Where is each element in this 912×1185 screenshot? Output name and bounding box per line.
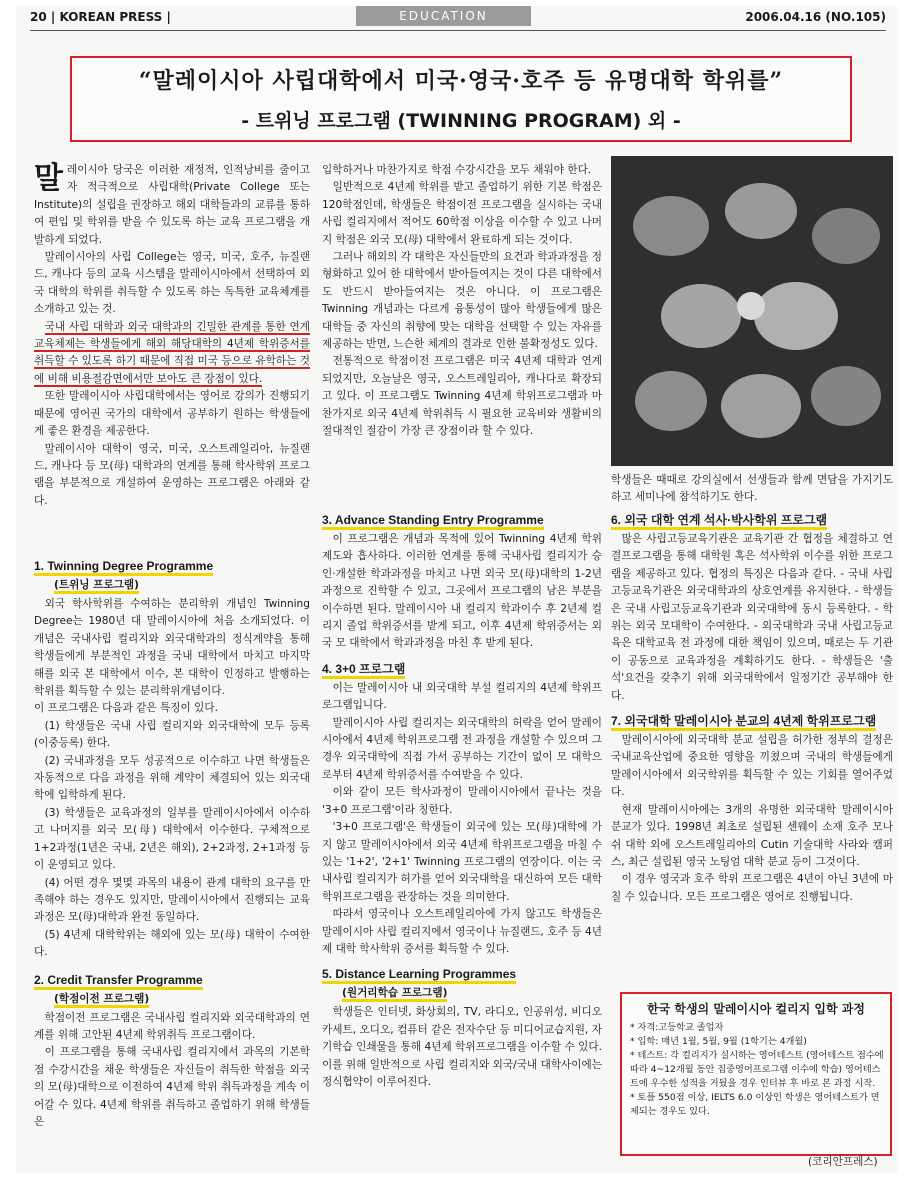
newspaper-page: [16, 6, 898, 1174]
section-5-title: 5. Distance Learning Programmes: [322, 966, 602, 982]
section-4-title: 4. 3+0 프로그램: [322, 661, 602, 677]
section-1-subtitle: (트위닝 프로그램): [54, 577, 310, 593]
page-number: 20 | KOREAN PRESS |: [30, 10, 171, 24]
section-2-paragraph-2: 이 프로그램을 통해 국내사립 컬리지에서 과목의 기본학점 수강시간을 채운 학생들은 자신들이 취득한 학점을 외국의 모(母)대학으로 이전하여 4년제 학위 취득과정을 계속 이어갈 수 있다. 4년제 학위를 취득하고 졸업하기 위해 학생들은: [34, 1046, 310, 1128]
section-1-item-2: (2) 국내과정을 모두 성공적으로 이수하고 나면 학생들은 자동적으로 다음 과정을 위해 계약이 체결되어 있는 외국대학에 입학하게 된다.: [34, 754, 310, 802]
section-2-paragraph-1: 학점이전 프로그램은 국내사립 컬리지와 외국대학과의 연계를 위해 고안된 4년제 학위취득 프로그램이다.: [34, 1011, 310, 1041]
section-4-paragraph-1: 이는 말레이시아 내 외국대학 부설 컬리지의 4년제 학위프로그램입니다.: [322, 681, 602, 712]
issue-date: 2006.04.16 (NO.105): [745, 10, 886, 24]
column-1-sections: [34, 558, 310, 1131]
header-rule: [30, 30, 886, 31]
admission-info-box: [620, 992, 892, 1156]
section-6-paragraph: 많은 사립고등교육기관은 교육기관 간 협정을 체결하고 연결프로그램을 통해 대학원 혹은 석사학위 이수를 위한 프로그램을 제공하고 있다. 협정의 특징은 다음과 같다. - 국내 사립고등교육기관은 외국대학과의 상호연계를 유지한다. - 학생들은 국내 사립고등교육기관과 외국대학에 동시 등록한다. - 학위는 외국 모대학이 수여한다. - 외국대학과 국내 사립고등교육은 대학교육 전 과정에 대한 책임이 있으며, 때로는 두 기관이 공동으로 교육과정을 계획하기도 한다. - 학생들은 '출석'요건을 갖추기 위해 외국대학에서 일정기간 공부해야 한다.: [611, 533, 893, 702]
students-photo: [611, 156, 893, 466]
intro-paragraph-5: 말레이시아 대학이 영국, 미국, 오스트레일리아, 뉴질랜드, 캐나다 등 모(母) 대학과의 연계를 통해 학사학위 프로그램을 부분적으로 개설하여 운영하는 프로그램은 아래와 같다.: [34, 442, 310, 507]
subheadline: - 트위닝 프로그램 (TWINNING PROGRAM) 외 -: [241, 110, 681, 132]
admission-box-title: 한국 학생의 말레이시아 컬리지 입학 과정: [647, 1002, 865, 1016]
section-7-paragraph-1: 말레이시아에 외국대학 분교 설립을 허가한 정부의 결정은 국내교육산업에 중요한 영향을 끼쳤으며 국내의 학생들에게 말레이시아에서 외국학위를 획득할 수 있는 기회를 열어주었다.: [611, 734, 893, 799]
press-credit: (코리안프레스): [808, 1156, 878, 1168]
col2-paragraph-4: 전통적으로 학점이전 프로그램은 미국 4년제 대학과 연계되었지만, 오늘날은 영국, 오스트레일리아, 캐나다로 확장되고 있다. 이 프로그램도 Twinning 4년제 학위프로그램과 마찬가지로 외국 4년제 학위취득 시 필요한 교육비와 생활비의 절대적인 절감이 가장 큰 장점이라 할 수 있다.: [322, 355, 602, 438]
section-3-title: 3. Advance Standing Entry Programme: [322, 512, 602, 528]
column-2: [322, 162, 602, 441]
intro-paragraph-3: 국내 사립 대학과 외국 대학과의 긴밀한 관계를 통한 연계 교육체제는 학생들에게 해외 해당대학의 4년제 학위증서를 취득할 수 있도록 하기 때문에 직접 미국 등으로 유학하는 것에 비해 비용절감면에서만 보아도 큰 장점이 있다.: [34, 320, 310, 385]
section-4-paragraph-2: 말레이시아 사립 컬리지는 외국대학의 허락을 얻어 말레이시아에서 4년제 학위프로그램 전 과정을 개설할 수 있으며 그 경우 외국대학에 직접 가서 공부하는 기간이 없이 모 대학으로부터 4년제 학위증서를 수여받을 수 있다.: [322, 716, 602, 781]
section-3-paragraph: 이 프로그램은 개념과 목적에 있어 Twinning 4년제 학위제도와 흡사하다. 이러한 연계를 통해 국내사립 컬리지가 승인·개설한 학과과정을 마치고 나면 외국 모(母)대학의 1-2년 과정으로 진학할 수 있고, 그곳에서 프로그램의 남은 부분을 이수하면 된다. 말레이시아 내 컬리지 학과이수 후 2년제 컬리지 졸업 학위증서를 받게 되고, 이후 4년제 학위증서는 외국 모 대학에서 학과과정을 마친 후 받게 된다.: [322, 533, 602, 650]
section-6-title: 6. 외국 대학 연계 석사·박사학위 프로그램: [611, 512, 893, 528]
column-3: [611, 512, 893, 906]
section-5-subtitle: (원거리학습 프로그램): [342, 985, 602, 1001]
section-4-paragraph-3: 이와 같이 모든 학사과정이 말레이시아에서 끝나는 것을 '3+0 프로그램'이라 칭한다.: [322, 786, 602, 816]
admission-item-intake: * 입학: 매년 1월, 5월, 9월 (1학기는 4개월): [630, 1036, 807, 1047]
drop-cap: 말: [34, 161, 63, 196]
intro-paragraph-2: 말레이시아의 사립 College는 영국, 미국, 호주, 뉴질랜드, 캐나다 등의 교육 시스템을 말레이시아에서 선택하여 외국 대학의 학위를 취득할 수 있도록 하는 독특한 교육체계를 소개하고 있는 것.: [34, 251, 310, 316]
intro-paragraph-4: 또한 말레이시아 사립대학에서는 영어로 강의가 진행되기 때문에 영어권 국가의 대학에서 공부하기 원하는 학생들에게 좋은 환경을 제공한다.: [34, 390, 310, 438]
section-2-subtitle: (학점이전 프로그램): [54, 991, 310, 1007]
section-4-paragraph-5: 따라서 영국이나 오스트레일리아에 가지 않고도 학생들은 말레이시아 사립 컬리지에서 영국이나 뉴질랜드, 호주 등 4년제 대학 학사학위 증서를 획득할 수 있다.: [322, 908, 602, 955]
admission-item-toefl: * 토플 550점 이상, IELTS 6.0 이상인 학생은 영어테스트가 면제되는 경우도 있다.: [630, 1092, 880, 1117]
admission-item-qualification: * 자격:고등학교 졸업자: [630, 1022, 724, 1033]
section-4-paragraph-4: '3+0 프로그램'은 학생들이 외국에 있는 모(母)대학에 가지 않고 말레이시아에서 외국 4년제 학위프로그램을 마칠 수 있는 '1+2', '2+1' Twinning 프로그램의 연장이다. 이는 국내사립 컬리지가 허가를 얻어 외국대학을 대신하여 모든 대학 학위프로그램을 관장하는 것을 의미한다.: [322, 821, 602, 903]
admission-list: [622, 1021, 890, 1119]
section-2-title: 2. Credit Transfer Programme: [34, 972, 310, 988]
section-1-features: 이 프로그램은 다음과 같은 특징이 있다.: [34, 702, 218, 715]
section-label: EDUCATION: [356, 6, 531, 26]
section-1-item-1: (1) 학생들은 국내 사립 컬리지와 외국대학에 모두 등록(이중등록) 한다.: [34, 719, 310, 750]
students-photo-image: [611, 156, 893, 466]
col2-paragraph-1: 입학하거나 마찬가지로 학점 수강시간을 모두 채워야 한다.: [322, 164, 592, 176]
col2-paragraph-3: 그러나 해외의 각 대학은 자신들만의 요건과 학과과정을 정형화하고 있어 한 대학에서 받아들여지는 것이 다른 대학에서도 반드시 받아들여지는 것은 아니다. 이 프로그램은 Twinning 개념과는 다르게 융통성이 많아 학생들에게 많은 대학들 중 자신의 취향에 맞는 대학을 선택할 수 있는 자유를 제공하는 반면, 느슨한 체계의 결과로 인한 불확정성도 있다.: [322, 251, 602, 351]
section-7-paragraph-3: 이 경우 영국과 호주 학위 프로그램은 4년이 아닌 3년에 마칠 수 있습니다. 모든 프로그램은 영어로 진행됩니다.: [611, 873, 893, 903]
section-7-title: 7. 외국대학 말레이시아 분교의 4년제 학위프로그램: [611, 713, 893, 729]
photo-caption: 학생들은 때때로 강의실에서 선생들과 함께 면담을 가지기도 하고 세미나에 참석하기도 한다.: [611, 474, 893, 504]
section-1-item-4: (4) 어떤 경우 몇몇 과목의 내용이 관계 대학의 요구를 만족해야 하는 경우도 있지만, 말레이시아에서 진행되는 교육과정은 모(母)대학과 완전 동일하다.: [34, 876, 310, 924]
section-1-item-3: (3) 학생들은 교육과정의 일부를 말레이시아에서 이수하고 나머지를 외국 모(母) 대학에서 이수한다. 구체적으로 1+2과정(1년은 국내, 2년은 해외), 2+2과정, 2+1과정 등이 운영되고 있다.: [34, 806, 310, 872]
section-1-title: 1. Twinning Degree Programme: [34, 558, 310, 574]
headline: “말레이시아 사립대학에서 미국·영국·호주 등 유명대학 학위를”: [138, 68, 784, 94]
col2-paragraph-2: 일반적으로 4년제 학위를 받고 졸업하기 위한 기본 학점은 120학점인데, 학생들은 학점이전 프로그램을 실시하는 국내사립 컬리지에서 적어도 60학점 이상을 이수할 수 있고 나머지 학점은 외국 모(母) 대학에서 완료하게 되는 것이다.: [322, 181, 602, 246]
section-5-paragraph: 학생들은 인터넷, 화상회의, TV, 라디오, 인공위성, 비디오카세트, 오디오, 컴퓨터 같은 전자수단 등 미디어교습지원, 자기학습 인쇄물을 통해 4년제 학위프로그램을 이수할 수 있다. 이를 위해 일반적으로 사립 컬리지와 외국/국내 대학사이에는 정식협약이 이루어진다.: [322, 1006, 602, 1088]
page-header: [16, 6, 898, 28]
column-1: [34, 162, 310, 510]
section-1-paragraph: 외국 학사학위를 수여하는 분리학위 개념인 Twinning Degree는 1980년 대 말레이시아에 처음 소개되었다. 이 개념은 국내사립 컬리지와 외국대학과의 정식계약을 통해 학생들에게 부분적인 과정을 국내 대학에서 마치고 마지막 해를 외국 본 대학에서 이수, 본 대학이 인정하고 발행하는 학위를 획득할 수 있는 분리학위개념이다.: [34, 598, 310, 698]
admission-item-test: * 테스트: 각 컬리지가 실시하는 영어테스트 (영어테스트 점수에 따라 4~12개월 동안 집중영어프로그램 이수에 학습) 영어테스트에 우수한 성적을 거뒀을 경우 인터뷰 후 바로 본 과정 시작.: [630, 1050, 884, 1089]
section-7-paragraph-2: 현재 말레이시아에는 3개의 유명한 외국대학 말레이시아 분교가 있다. 1998년 최초로 설립된 센웨이 소재 호주 모나쉬 대학 외에 오스트레일리아의 Cutin 기술대학 사라와 캠퍼스, 최근 설립된 영국 노팅엄 대학 분교 등이 그것이다.: [611, 803, 893, 868]
intro-paragraph-1: 말레이시아 당국은 이러한 재정적, 인적낭비를 줄이고자 적극적으로 사립대학(Private College 또는 Institute)의 설립을 권장하고 해외 대학들과의 교류를 통하여 편입 및 학위를 받을 수 있도록 하는 교육 프로그램을 개발하게 되었다.: [34, 161, 310, 246]
headline-box: [70, 56, 852, 142]
section-1-item-5: (5) 4년제 대학학위는 해외에 있는 모(母) 대학이 수여한다.: [34, 928, 310, 959]
column-2-sections: [322, 512, 602, 1091]
